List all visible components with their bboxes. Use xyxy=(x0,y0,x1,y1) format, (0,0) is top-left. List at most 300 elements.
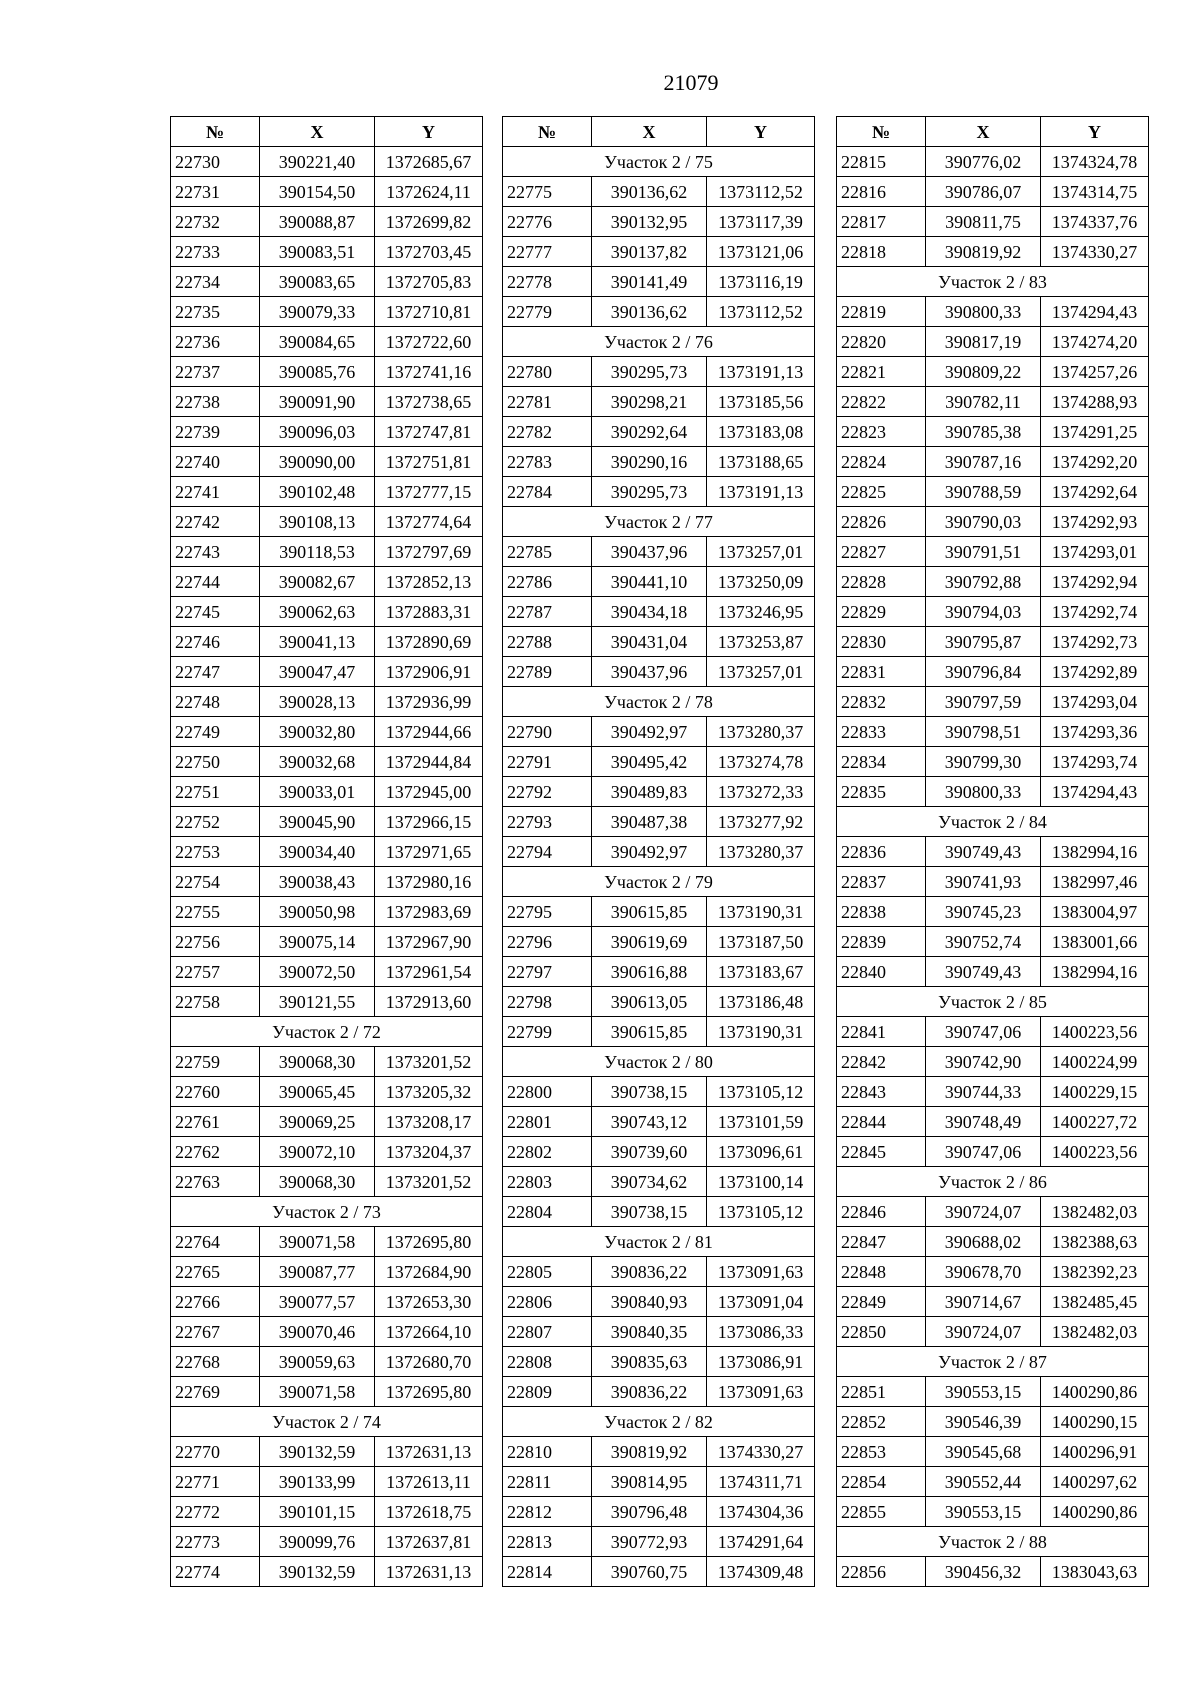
x-value: 390495,42 xyxy=(592,747,707,777)
x-value: 390785,38 xyxy=(926,417,1041,447)
x-value: 390724,07 xyxy=(926,1317,1041,1347)
x-value: 390836,22 xyxy=(592,1377,707,1407)
y-value: 1372751,81 xyxy=(375,447,483,477)
point-number: 22750 xyxy=(171,747,260,777)
table-row xyxy=(171,1167,483,1197)
y-value: 1372741,16 xyxy=(375,357,483,387)
table-row xyxy=(171,1047,483,1077)
y-value: 1382388,63 xyxy=(1041,1227,1149,1257)
x-value: 390047,47 xyxy=(260,657,375,687)
point-number: 22833 xyxy=(837,717,926,747)
y-value: 1374292,20 xyxy=(1041,447,1149,477)
table-row xyxy=(837,147,1149,177)
table-row xyxy=(171,897,483,927)
point-number: 22773 xyxy=(171,1527,260,1557)
table-row xyxy=(503,357,815,387)
x-value: 390096,03 xyxy=(260,417,375,447)
x-value: 390132,95 xyxy=(592,207,707,237)
point-number: 22768 xyxy=(171,1347,260,1377)
y-value: 1373253,87 xyxy=(707,627,815,657)
y-value: 1374257,26 xyxy=(1041,357,1149,387)
y-value: 1373100,14 xyxy=(707,1167,815,1197)
y-value: 1372637,81 xyxy=(375,1527,483,1557)
x-value: 390292,64 xyxy=(592,417,707,447)
x-value: 390431,04 xyxy=(592,627,707,657)
y-value: 1373204,37 xyxy=(375,1137,483,1167)
point-number: 22769 xyxy=(171,1377,260,1407)
table-row xyxy=(837,1317,1149,1347)
x-value: 390489,83 xyxy=(592,777,707,807)
x-value: 390688,02 xyxy=(926,1227,1041,1257)
x-value: 390744,33 xyxy=(926,1077,1041,1107)
y-value: 1400290,15 xyxy=(1041,1407,1149,1437)
table-row xyxy=(171,1347,483,1377)
y-value: 1373091,63 xyxy=(707,1257,815,1287)
y-value: 1372680,70 xyxy=(375,1347,483,1377)
y-value: 1372966,15 xyxy=(375,807,483,837)
y-value: 1372618,75 xyxy=(375,1497,483,1527)
table-row xyxy=(503,1017,815,1047)
x-value: 390552,44 xyxy=(926,1467,1041,1497)
table-row xyxy=(171,777,483,807)
table-row xyxy=(503,1467,815,1497)
y-value: 1374330,27 xyxy=(1041,237,1149,267)
x-value: 390745,23 xyxy=(926,897,1041,927)
point-number: 22828 xyxy=(837,567,926,597)
x-value: 390069,25 xyxy=(260,1107,375,1137)
point-number: 22855 xyxy=(837,1497,926,1527)
point-number: 22736 xyxy=(171,327,260,357)
x-value: 390788,59 xyxy=(926,477,1041,507)
point-number: 22762 xyxy=(171,1137,260,1167)
y-value: 1373205,32 xyxy=(375,1077,483,1107)
x-value: 390079,33 xyxy=(260,297,375,327)
x-value: 390553,15 xyxy=(926,1377,1041,1407)
x-value: 390298,21 xyxy=(592,387,707,417)
section-label: Участок 2 / 85 xyxy=(837,987,1149,1017)
x-value: 390809,22 xyxy=(926,357,1041,387)
x-value: 390819,92 xyxy=(926,237,1041,267)
point-number: 22816 xyxy=(837,177,926,207)
point-number: 22758 xyxy=(171,987,260,1017)
x-value: 390776,02 xyxy=(926,147,1041,177)
x-value: 390088,87 xyxy=(260,207,375,237)
y-value: 1372738,65 xyxy=(375,387,483,417)
point-number: 22798 xyxy=(503,987,592,1017)
y-value: 1372883,31 xyxy=(375,597,483,627)
section-label: Участок 2 / 87 xyxy=(837,1347,1149,1377)
x-value: 390068,30 xyxy=(260,1167,375,1197)
table-row xyxy=(503,1527,815,1557)
y-value: 1400290,86 xyxy=(1041,1497,1149,1527)
point-number: 22820 xyxy=(837,327,926,357)
table-row xyxy=(503,1437,815,1467)
table-row xyxy=(171,1137,483,1167)
table-row xyxy=(837,237,1149,267)
y-value: 1373091,04 xyxy=(707,1287,815,1317)
point-number: 22821 xyxy=(837,357,926,387)
y-value: 1373183,67 xyxy=(707,957,815,987)
section-row xyxy=(837,1527,1149,1557)
point-number: 22774 xyxy=(171,1557,260,1587)
y-value: 1400290,86 xyxy=(1041,1377,1149,1407)
x-value: 390791,51 xyxy=(926,537,1041,567)
x-value: 390141,49 xyxy=(592,267,707,297)
point-number: 22787 xyxy=(503,597,592,627)
point-number: 22830 xyxy=(837,627,926,657)
y-value: 1372906,91 xyxy=(375,657,483,687)
point-number: 22737 xyxy=(171,357,260,387)
table-row xyxy=(171,1467,483,1497)
y-value: 1374311,71 xyxy=(707,1467,815,1497)
y-value: 1372944,84 xyxy=(375,747,483,777)
y-value: 1372797,69 xyxy=(375,537,483,567)
header-x: X xyxy=(926,117,1041,147)
section-row xyxy=(837,1167,1149,1197)
y-value: 1372945,00 xyxy=(375,777,483,807)
y-value: 1382997,46 xyxy=(1041,867,1149,897)
point-number: 22847 xyxy=(837,1227,926,1257)
table-row xyxy=(503,1257,815,1287)
point-number: 22848 xyxy=(837,1257,926,1287)
point-number: 22757 xyxy=(171,957,260,987)
point-number: 22792 xyxy=(503,777,592,807)
x-value: 390615,85 xyxy=(592,1017,707,1047)
x-value: 390062,63 xyxy=(260,597,375,627)
section-label: Участок 2 / 76 xyxy=(503,327,815,357)
section-label: Участок 2 / 83 xyxy=(837,267,1149,297)
x-value: 390072,50 xyxy=(260,957,375,987)
point-number: 22783 xyxy=(503,447,592,477)
y-value: 1374292,74 xyxy=(1041,597,1149,627)
y-value: 1373191,13 xyxy=(707,357,815,387)
table-row xyxy=(837,747,1149,777)
x-value: 390290,16 xyxy=(592,447,707,477)
section-label: Участок 2 / 72 xyxy=(171,1017,483,1047)
x-value: 390797,59 xyxy=(926,687,1041,717)
point-number: 22843 xyxy=(837,1077,926,1107)
y-value: 1373257,01 xyxy=(707,657,815,687)
x-value: 390132,59 xyxy=(260,1437,375,1467)
table-row xyxy=(837,777,1149,807)
y-value: 1372703,45 xyxy=(375,237,483,267)
section-label: Участок 2 / 88 xyxy=(837,1527,1149,1557)
section-row xyxy=(503,687,815,717)
point-number: 22809 xyxy=(503,1377,592,1407)
y-value: 1374292,89 xyxy=(1041,657,1149,687)
y-value: 1382485,45 xyxy=(1041,1287,1149,1317)
point-number: 22744 xyxy=(171,567,260,597)
y-value: 1373086,33 xyxy=(707,1317,815,1347)
table-row xyxy=(171,357,483,387)
y-value: 1373250,09 xyxy=(707,567,815,597)
table-row xyxy=(171,447,483,477)
y-value: 1372699,82 xyxy=(375,207,483,237)
y-value: 1373091,63 xyxy=(707,1377,815,1407)
x-value: 390747,06 xyxy=(926,1017,1041,1047)
y-value: 1373257,01 xyxy=(707,537,815,567)
table-row xyxy=(503,207,815,237)
table-row xyxy=(171,177,483,207)
table-row xyxy=(503,267,815,297)
header-x: X xyxy=(592,117,707,147)
x-value: 390437,96 xyxy=(592,657,707,687)
point-number: 22781 xyxy=(503,387,592,417)
section-label: Участок 2 / 81 xyxy=(503,1227,815,1257)
point-number: 22845 xyxy=(837,1137,926,1167)
point-number: 22782 xyxy=(503,417,592,447)
x-value: 390724,07 xyxy=(926,1197,1041,1227)
x-value: 390819,92 xyxy=(592,1437,707,1467)
y-value: 1372936,99 xyxy=(375,687,483,717)
y-value: 1372631,13 xyxy=(375,1437,483,1467)
section-label: Участок 2 / 79 xyxy=(503,867,815,897)
header-number: № xyxy=(503,117,592,147)
y-value: 1372705,83 xyxy=(375,267,483,297)
y-value: 1372890,69 xyxy=(375,627,483,657)
section-row xyxy=(837,807,1149,837)
point-number: 22808 xyxy=(503,1347,592,1377)
y-value: 1372685,67 xyxy=(375,147,483,177)
point-number: 22839 xyxy=(837,927,926,957)
table-row xyxy=(503,837,815,867)
table-row xyxy=(837,657,1149,687)
x-value: 390616,88 xyxy=(592,957,707,987)
point-number: 22822 xyxy=(837,387,926,417)
section-row xyxy=(171,1407,483,1437)
table-row xyxy=(503,627,815,657)
section-label: Участок 2 / 78 xyxy=(503,687,815,717)
point-number: 22734 xyxy=(171,267,260,297)
point-number: 22813 xyxy=(503,1527,592,1557)
table-row xyxy=(503,417,815,447)
y-value: 1400229,15 xyxy=(1041,1077,1149,1107)
y-value: 1372747,81 xyxy=(375,417,483,447)
section-label: Участок 2 / 75 xyxy=(503,147,815,177)
point-number: 22800 xyxy=(503,1077,592,1107)
table-row xyxy=(171,507,483,537)
x-value: 390032,68 xyxy=(260,747,375,777)
table-row xyxy=(837,627,1149,657)
point-number: 22772 xyxy=(171,1497,260,1527)
y-value: 1373105,12 xyxy=(707,1197,815,1227)
table-row xyxy=(171,927,483,957)
x-value: 390811,75 xyxy=(926,207,1041,237)
x-value: 390734,62 xyxy=(592,1167,707,1197)
x-value: 390748,49 xyxy=(926,1107,1041,1137)
point-number: 22799 xyxy=(503,1017,592,1047)
x-value: 390090,00 xyxy=(260,447,375,477)
x-value: 390772,93 xyxy=(592,1527,707,1557)
x-value: 390070,46 xyxy=(260,1317,375,1347)
y-value: 1382482,03 xyxy=(1041,1197,1149,1227)
point-number: 22810 xyxy=(503,1437,592,1467)
table-row xyxy=(503,1107,815,1137)
table-row xyxy=(503,387,815,417)
x-value: 390295,73 xyxy=(592,357,707,387)
y-value: 1374324,78 xyxy=(1041,147,1149,177)
coordinates-table-2 xyxy=(502,116,815,1587)
y-value: 1374293,01 xyxy=(1041,537,1149,567)
x-value: 390553,15 xyxy=(926,1497,1041,1527)
table-row xyxy=(171,1557,483,1587)
section-label: Участок 2 / 82 xyxy=(503,1407,815,1437)
y-value: 1374294,43 xyxy=(1041,777,1149,807)
y-value: 1373191,13 xyxy=(707,477,815,507)
point-number: 22732 xyxy=(171,207,260,237)
section-label: Участок 2 / 74 xyxy=(171,1407,483,1437)
table-row xyxy=(503,1347,815,1377)
y-value: 1372664,10 xyxy=(375,1317,483,1347)
point-number: 22761 xyxy=(171,1107,260,1137)
x-value: 390087,77 xyxy=(260,1257,375,1287)
section-row xyxy=(171,1197,483,1227)
table-row xyxy=(837,387,1149,417)
y-value: 1383004,97 xyxy=(1041,897,1149,927)
point-number: 22853 xyxy=(837,1437,926,1467)
table-row xyxy=(503,297,815,327)
x-value: 390091,90 xyxy=(260,387,375,417)
x-value: 390102,48 xyxy=(260,477,375,507)
point-number: 22818 xyxy=(837,237,926,267)
y-value: 1382392,23 xyxy=(1041,1257,1149,1287)
point-number: 22852 xyxy=(837,1407,926,1437)
y-value: 1400297,62 xyxy=(1041,1467,1149,1497)
table-row xyxy=(503,477,815,507)
table-row xyxy=(503,927,815,957)
y-value: 1373190,31 xyxy=(707,897,815,927)
table-row xyxy=(837,567,1149,597)
y-value: 1373086,91 xyxy=(707,1347,815,1377)
table-row xyxy=(171,237,483,267)
x-value: 390295,73 xyxy=(592,477,707,507)
x-value: 390817,19 xyxy=(926,327,1041,357)
table-row xyxy=(171,987,483,1017)
point-number: 22840 xyxy=(837,957,926,987)
table-row xyxy=(171,147,483,177)
point-number: 22789 xyxy=(503,657,592,687)
x-value: 390749,43 xyxy=(926,837,1041,867)
table-row xyxy=(503,777,815,807)
point-number: 22785 xyxy=(503,537,592,567)
y-value: 1373190,31 xyxy=(707,1017,815,1047)
y-value: 1373246,95 xyxy=(707,597,815,627)
y-value: 1373186,48 xyxy=(707,987,815,1017)
x-value: 390487,38 xyxy=(592,807,707,837)
table-row xyxy=(837,1557,1149,1587)
section-row xyxy=(837,987,1149,1017)
x-value: 390782,11 xyxy=(926,387,1041,417)
x-value: 390840,93 xyxy=(592,1287,707,1317)
x-value: 390437,96 xyxy=(592,537,707,567)
x-value: 390075,14 xyxy=(260,927,375,957)
point-number: 22796 xyxy=(503,927,592,957)
table-row xyxy=(171,957,483,987)
point-number: 22793 xyxy=(503,807,592,837)
point-number: 22835 xyxy=(837,777,926,807)
y-value: 1372961,54 xyxy=(375,957,483,987)
x-value: 390814,95 xyxy=(592,1467,707,1497)
y-value: 1372631,13 xyxy=(375,1557,483,1587)
y-value: 1373121,06 xyxy=(707,237,815,267)
x-value: 390221,40 xyxy=(260,147,375,177)
table-row xyxy=(837,207,1149,237)
y-value: 1372653,30 xyxy=(375,1287,483,1317)
y-value: 1374337,76 xyxy=(1041,207,1149,237)
x-value: 390739,60 xyxy=(592,1137,707,1167)
table-row xyxy=(171,627,483,657)
y-value: 1374291,64 xyxy=(707,1527,815,1557)
point-number: 22767 xyxy=(171,1317,260,1347)
point-number: 22823 xyxy=(837,417,926,447)
table-row xyxy=(171,297,483,327)
header-row xyxy=(503,117,815,147)
point-number: 22841 xyxy=(837,1017,926,1047)
y-value: 1374314,75 xyxy=(1041,177,1149,207)
y-value: 1374292,94 xyxy=(1041,567,1149,597)
y-value: 1374293,04 xyxy=(1041,687,1149,717)
section-label: Участок 2 / 84 xyxy=(837,807,1149,837)
table-row xyxy=(503,747,815,777)
x-value: 390492,97 xyxy=(592,717,707,747)
table-row xyxy=(503,1077,815,1107)
x-value: 390028,13 xyxy=(260,687,375,717)
point-number: 22844 xyxy=(837,1107,926,1137)
y-value: 1374274,20 xyxy=(1041,327,1149,357)
y-value: 1372695,80 xyxy=(375,1377,483,1407)
x-value: 390083,51 xyxy=(260,237,375,267)
table-row xyxy=(837,1437,1149,1467)
table-row xyxy=(503,237,815,267)
x-value: 390085,76 xyxy=(260,357,375,387)
y-value: 1372971,65 xyxy=(375,837,483,867)
y-value: 1372710,81 xyxy=(375,297,483,327)
point-number: 22733 xyxy=(171,237,260,267)
table-row xyxy=(171,1527,483,1557)
x-value: 390137,82 xyxy=(592,237,707,267)
header-x: X xyxy=(260,117,375,147)
point-number: 22756 xyxy=(171,927,260,957)
y-value: 1372852,13 xyxy=(375,567,483,597)
point-number: 22738 xyxy=(171,387,260,417)
table-row xyxy=(171,1437,483,1467)
x-value: 390747,06 xyxy=(926,1137,1041,1167)
x-value: 390083,65 xyxy=(260,267,375,297)
point-number: 22831 xyxy=(837,657,926,687)
y-value: 1400224,99 xyxy=(1041,1047,1149,1077)
x-value: 390787,16 xyxy=(926,447,1041,477)
point-number: 22755 xyxy=(171,897,260,927)
x-value: 390795,87 xyxy=(926,627,1041,657)
table-row xyxy=(837,1257,1149,1287)
table-row xyxy=(837,867,1149,897)
point-number: 22778 xyxy=(503,267,592,297)
point-number: 22811 xyxy=(503,1467,592,1497)
section-row xyxy=(171,1017,483,1047)
table-row xyxy=(171,867,483,897)
point-number: 22749 xyxy=(171,717,260,747)
table-row xyxy=(503,1497,815,1527)
point-number: 22775 xyxy=(503,177,592,207)
x-value: 390800,33 xyxy=(926,297,1041,327)
table-row xyxy=(503,1137,815,1167)
x-value: 390101,15 xyxy=(260,1497,375,1527)
y-value: 1372695,80 xyxy=(375,1227,483,1257)
point-number: 22760 xyxy=(171,1077,260,1107)
y-value: 1373187,50 xyxy=(707,927,815,957)
point-number: 22786 xyxy=(503,567,592,597)
table-row xyxy=(837,1197,1149,1227)
